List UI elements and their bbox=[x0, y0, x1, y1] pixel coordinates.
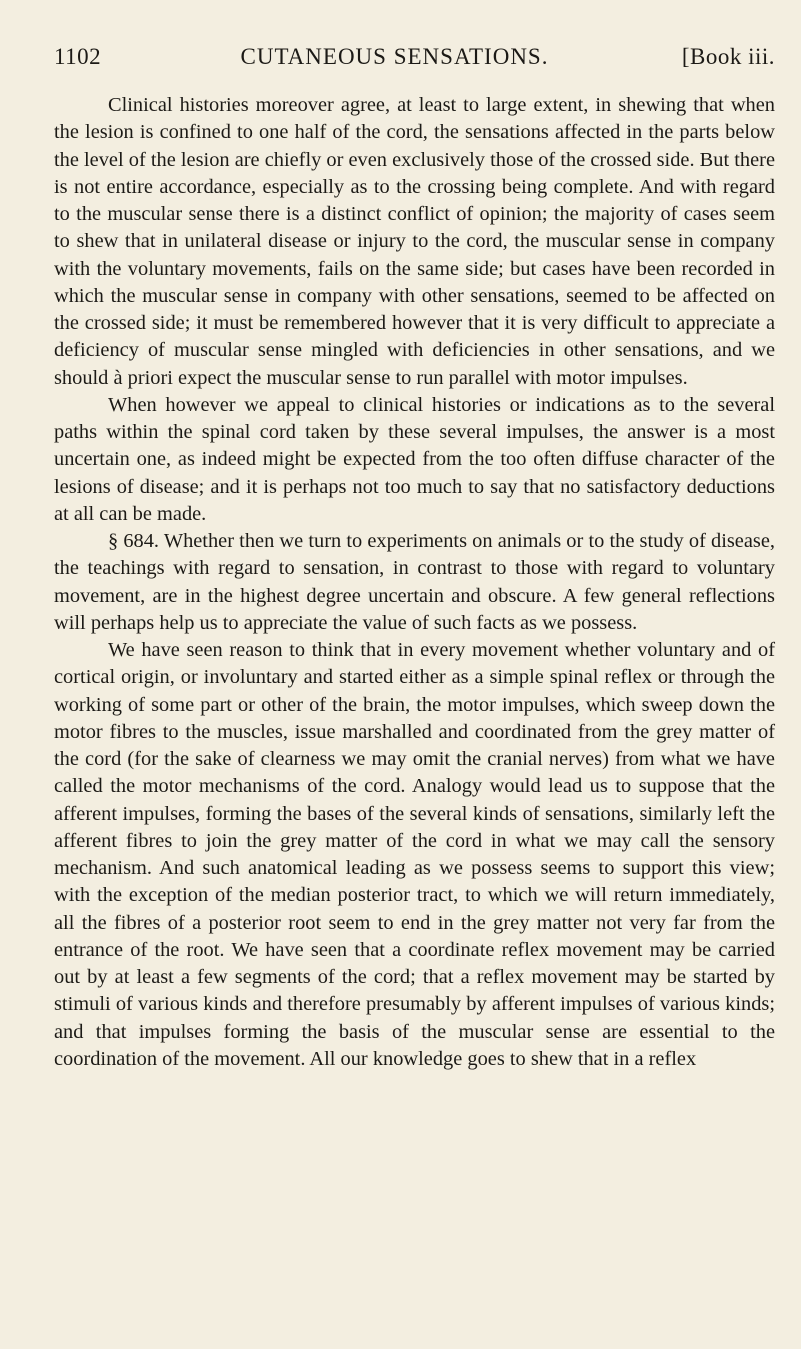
paragraph-spinal-paths: When however we appeal to clinical histories or indications as to the several paths within the spinal cord taken by these several impulses, the answer is a most uncertain one, as indeed might be expected from the too often diffuse character of the lesions of disease; and it is perhaps not too much to say that no satisfactory deductions at all can be made. bbox=[54, 393, 775, 525]
paragraph-motor-mechanisms: We have seen reason to think that in every movement whether voluntary and of cortical origin, or involuntary and started either as a simple spinal reflex or through the working of some part or other of the brain, the motor impulses, which sweep down the motor fibres to the muscles, issue marshalled and coordinated from the grey matter of the cord (for the sake of clearness we may omit the cranial nerves) from what we have called the motor mechanisms of the cord. Analogy would lead us to suppose that the afferent impulses, forming the bases of the several kinds of sensations, similarly left the afferent fibres to join the grey matter of the cord in what we may call the sensory mechanism. And such anatomical leading as we possess seems to support this view; with the exception of the median posterior tract, to which we will return immediately, all the fibres of a posterior root seem to end in the grey matter not very far from the entrance of the root. We have seen that a coordinate reflex movement may be carried out by at least a few segments of the cord; that a reflex movement may be started by stimuli of various kinds and therefore presumably by afferent impulses of various kinds; and that impulses forming the basis of the muscular sense are essential to the coordination of the movement. All our knowledge goes to shew that in a reflex bbox=[54, 639, 775, 1070]
paragraph-section-684: § 684. Whether then we turn to experiments on animals or to the study of disease, the teachings with regard to sensation, in contrast to those with regard to voluntary movement, are in the highest degree uncertain and obscure. A few general reflections will perhaps help us to appreciate the value of such facts as we possess. bbox=[54, 530, 775, 634]
running-head bbox=[54, 44, 775, 84]
paragraph-clinical-histories: Clinical histories moreover agree, at least to large extent, in shewing that when the lesion is confined to one half of the cord, the sensations affected in the parts below the level of the lesion are chiefly or even exclusively those of the crossed side. But there is not entire accordance, especially as to the crossing being complete. And with regard to the muscular sense there is a distinct conflict of opinion; the majority of cases seem to shew that in unilateral disease or injury to the cord, the muscular sense in company with the voluntary movements, fails on the same side; but cases have been recorded in which the muscular sense in company with other sensations, seemed to be affected on the crossed side; it must be remembered however that it is very difficult to appreciate a deficiency of muscular sense mingled with deficiencies in other sensations, and we should à priori expect the muscular sense to run parallel with motor impulses. bbox=[54, 94, 775, 389]
chapter-title: CUTANEOUS SENSATIONS. bbox=[240, 44, 549, 69]
book-label: [Book iii. bbox=[681, 44, 775, 69]
page-number: 1102 bbox=[54, 44, 102, 69]
body-text bbox=[54, 92, 775, 1073]
